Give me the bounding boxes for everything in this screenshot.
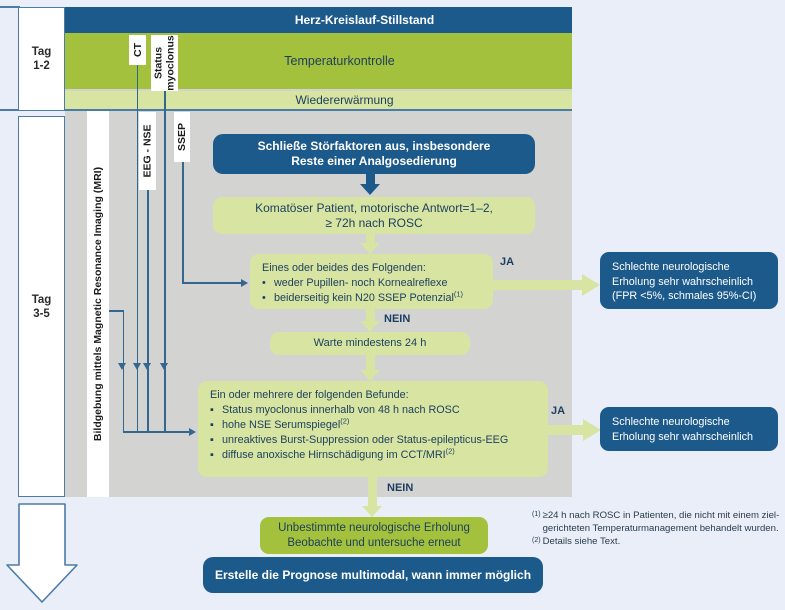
bullet-icon: ▪ [210,434,214,446]
day-label-3-5-word: Tag [31,293,52,306]
mri-column-label: Bildgebung mittels Magnetic Resonance Imaging (MRI) [92,166,105,442]
arrow-wait-to-decision2-head-icon [360,370,380,381]
ssep-connector-h [182,282,242,284]
comatose-patient-box [213,197,535,234]
day-label-1-2-range: 1-2 [33,60,50,72]
status-myoclonus-label [151,35,178,91]
eeg-line-arrowhead-icon [143,363,151,370]
bullet-icon: ▪ [210,404,214,416]
mri-line-arrowhead-icon [118,363,126,370]
arrow-decision2-yes-head-icon [583,419,601,441]
arrow-decision1-yes [493,280,583,290]
ssep-label-text: SSEP [176,122,189,152]
indeterminate-recovery-line2: Beobachte und untersuche erneut [287,536,461,549]
footnote-2-marker: (2) [532,537,541,544]
bullet-icon: • [262,277,266,289]
divider-top-left [0,6,20,8]
outcome-bad-detailed-text: Schlechte neurologische Erholung sehr wahrscheinlich (FPR <5%, schmales 95%-CI) [612,261,757,302]
decision2-bullet-4 [210,448,536,463]
decision1-bullet-1 [262,276,481,291]
mri-connector-v [123,310,125,432]
join-arrowhead-icon [189,428,196,436]
bar-temperature-control-label: Temperaturkontrolle [284,54,395,68]
ssep-label [174,112,190,162]
myoclonus-timeline-line [164,91,166,432]
comatose-patient-line2: ≥ 72h nach ROSC [325,215,423,230]
exclude-confounders-box [213,134,535,174]
arrow-comatose-to-decision1-head-icon [360,243,380,254]
outcome-bad-box [600,407,778,451]
join-connector-h [123,431,191,433]
bullet-icon: ▪ [210,449,214,461]
decision2-bullet-3-text: unreaktives Burst-Suppression oder Status-epilepticus-EEG [222,434,509,446]
outcome-bad-detailed-box [600,252,778,309]
decision2-bullet-4-text: diffuse anoxische Hirnschädigung im CCT/MRI$^{(2)}$ [222,446,455,461]
arrow-exclude-to-comatose-head-icon [360,184,380,195]
arrow-decision2-to-indeterminate [368,477,377,507]
divider-day12-day35 [0,109,572,111]
bar-rewarming-label: Wiedererwärmung [295,93,394,107]
day-label-1-2 [18,7,65,111]
bar-cardiac-arrest [65,7,572,33]
indeterminate-recovery-line1: Unbestimmte neurologische Erholung [278,521,470,534]
exclude-confounders-line1: Schließe Störfaktoren aus, insbesondere [257,139,491,153]
bar-cardiac-arrest-label: Herz-Kreislauf-Stillstand [294,13,435,27]
decision1-yes-label: JA [500,256,515,268]
decision1-bullet-2 [262,291,481,306]
arrow-decision2-to-indeterminate-head-icon [362,506,382,517]
arrow-decision2-yes [548,425,584,435]
arrow-decision1-yes-head-icon [582,274,600,296]
ct-label [129,35,146,65]
bullet-icon: • [262,292,266,304]
timeline-down-arrow [5,503,79,605]
myoclonus-line-arrowhead-icon [160,363,168,370]
ct-line-arrowhead-icon [133,363,141,370]
decision1-box [250,254,493,309]
ct-label-text: CT [131,43,144,57]
day-label-1-2-word: Tag [31,46,52,58]
decision2-yes-label: JA [551,405,566,417]
decision2-title: Ein oder mehrere der folgenden Befunde: [210,389,409,401]
footnote-2 [532,536,782,549]
multimodal-prognosis-text: Erstelle die Prognose multimodal, wann immer möglich [214,567,532,582]
day-label-3-5 [18,116,65,497]
footnote-1 [532,510,782,535]
status-myoclonus-label-text: Status myoclonus [152,35,177,91]
decision2-bullet-1 [210,403,536,418]
decision1-no-label: NEIN [384,313,411,325]
wait-24h-text: Warte mindestens 24 h [313,337,427,349]
decision2-bullet-2 [210,418,536,433]
eeg-nse-label [139,112,156,190]
mri-column [87,111,109,497]
decision2-box [198,381,548,477]
decision1-bullet-2-text: beiderseitig kein N20 SSEP Potenzial$^{(1)}$ [274,289,464,304]
footnotes [532,510,782,550]
ct-timeline-line [137,65,139,432]
arrow-decision1-to-wait-head-icon [360,321,380,332]
footnote-1-marker: (1) [532,511,541,518]
decision2-bullet-3 [210,433,536,448]
eeg-nse-label-text: EEG - NSE [141,124,154,178]
decision2-bullet-2-text: hohe NSE Serumspiegel$^{(2)}$ [222,416,350,431]
ssep-connector-v [182,162,184,283]
day-label-3-5-range: 3-5 [33,307,50,320]
decision2-bullet-1-text: Status myoclonus innerhalb von 48 h nach ROSC [222,404,460,416]
decision1-title: Eines oder beides des Folgenden: [262,262,426,274]
wait-24h-box [270,332,470,355]
arrow-wait-to-decision2 [366,355,375,371]
ssep-arrowhead-icon [241,279,248,287]
footnote-1-text: ≥24 h nach ROSC in Patienten, die nicht mit einem ziel-gerichteten Temperaturmanagement behandelt wurden. [542,510,780,534]
multimodal-prognosis-box [203,557,543,593]
bullet-icon: ▪ [210,419,214,431]
comatose-patient-line1: Komatöser Patient, motorische Antwort=1–2, [255,200,493,215]
footnote-2-text: Details siehe Text. [542,536,621,547]
eeg-nse-timeline-line [147,190,149,432]
decision1-bullet-1-text: weder Pupillen- noch Kornealreflexe [274,277,448,289]
decision2-no-label: NEIN [387,482,414,494]
outcome-bad-text: Schlechte neurologische Erholung sehr wahrscheinlich [612,416,754,443]
exclude-confounders-line2: Reste einer Analgosedierung [291,154,457,168]
bar-rewarming [65,91,572,109]
indeterminate-recovery-box [260,517,488,554]
